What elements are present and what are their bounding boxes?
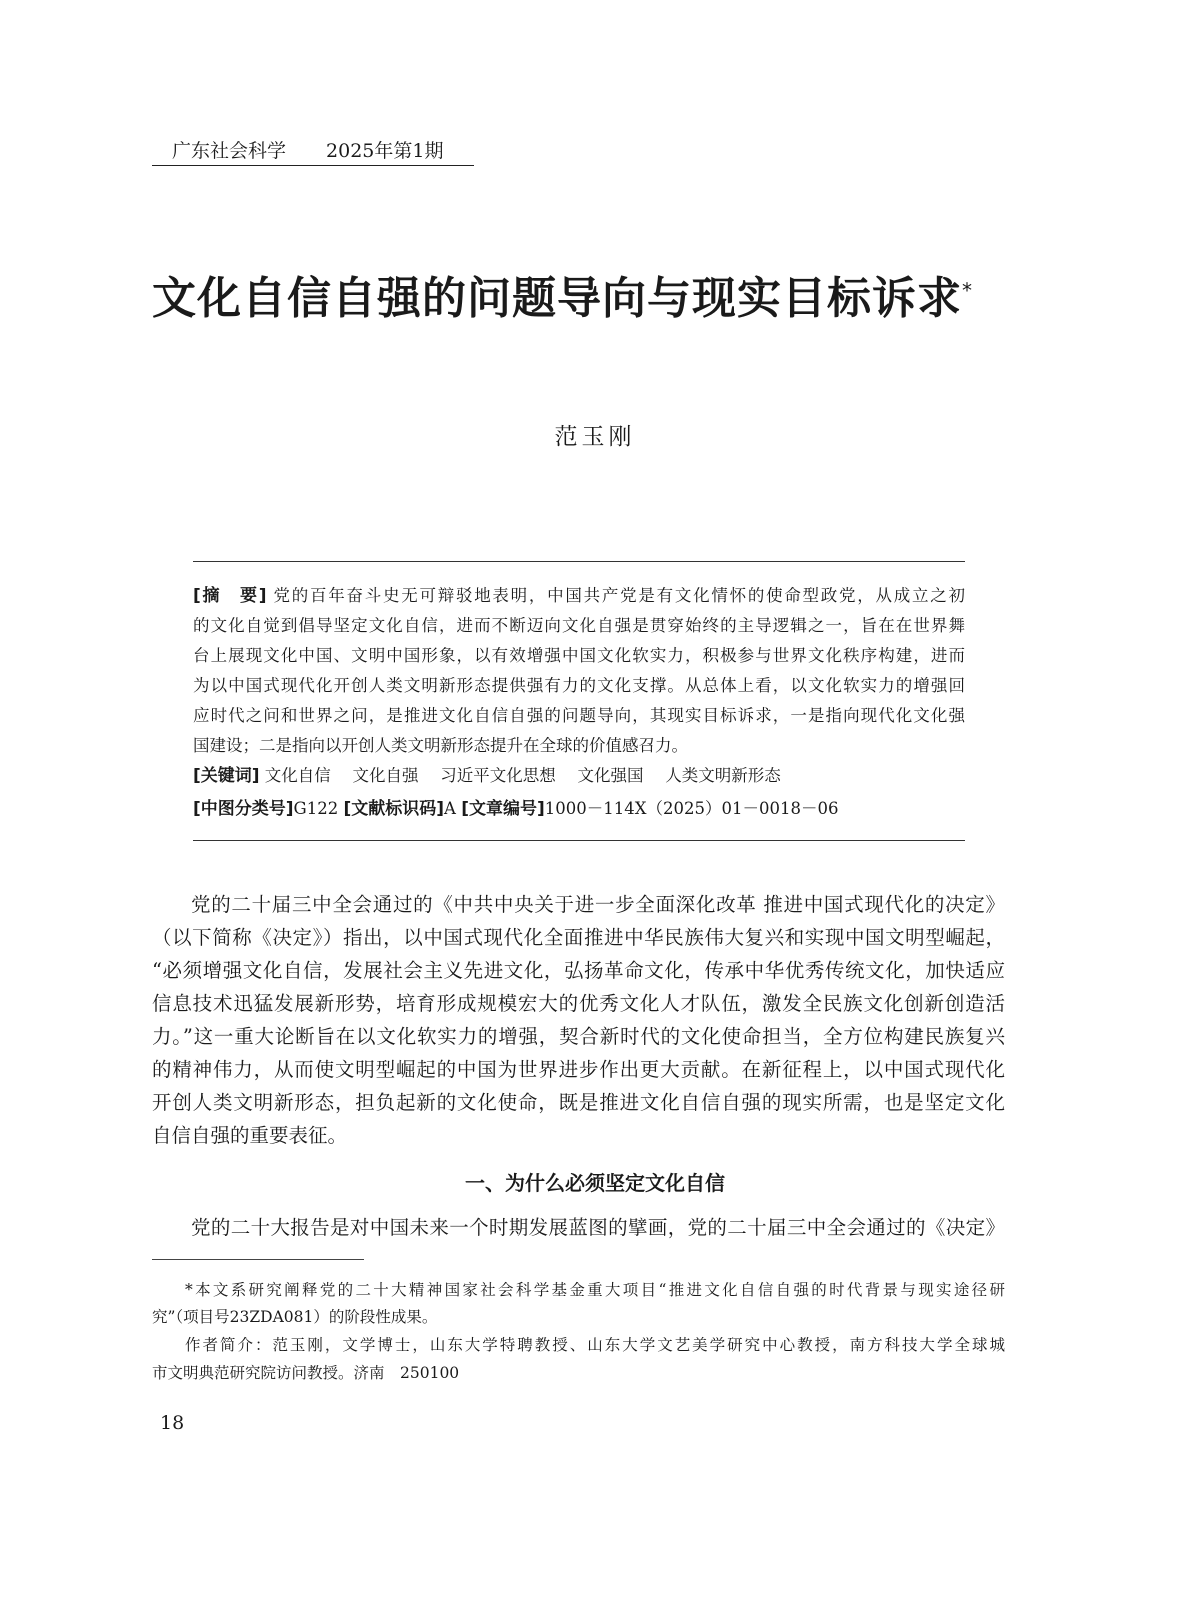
keyword: 人类文明新形态 (665, 766, 781, 785)
running-header (152, 136, 474, 166)
abstract-top-rule (193, 561, 965, 562)
abstract-line (193, 585, 965, 607)
article-title (152, 262, 1002, 326)
page-number: 18 (160, 1412, 185, 1434)
abstract-label: [摘 要] (193, 586, 267, 606)
footnote-line: 究”（项目号23ZDA081）的阶段性成果。 (152, 1308, 438, 1326)
clc-label: [中图分类号] (193, 799, 294, 819)
body-line: 自信自强的重要表征。 (152, 1124, 348, 1147)
abstract-line: 台上展现文化中国、文明中国形象，以有效增强中国文化软实力，积极参与世界文化秩序构建，进而 (193, 646, 965, 665)
abstract-line: 的文化自觉到倡导坚定文化自信，进而不断迈向文化自强是贯穿始终的主导逻辑之一，旨在在世界舞 (193, 616, 965, 635)
abstract-line: 应时代之问和世界之问，是推进文化自信自强的问题导向，其现实目标诉求，一是指向现代化文化强 (193, 706, 965, 725)
footnote-line: 市文明典范研究院访问教授。济南 250100 (152, 1364, 460, 1382)
body-line: “必须增强文化自信，发展社会主义先进文化，弘扬革命文化，传承中华优秀传统文化，加快适应 (152, 959, 1005, 982)
article-number-label: [文章编号] (461, 799, 545, 819)
keywords-label: [关键词] (193, 766, 260, 786)
abstract-text: 党的百年奋斗史无可辩驳地表明，中国共产党是有文化情怀的使命型政党，从成立之初 (273, 586, 965, 605)
abstract-line: 国建设；二是指向以开创人类文明新形态提升在全球的价值感召力。 (193, 736, 688, 755)
abstract-bottom-rule (193, 840, 965, 841)
author-name: 范玉刚 (554, 424, 636, 450)
abstract-line: 为以中国式现代化开创人类文明新形态提供强有力的文化支撑。从总体上看，以文化软实力的增强回 (193, 676, 965, 695)
keywords (193, 765, 965, 787)
keyword: 文化强国 (577, 766, 644, 785)
classification-line (193, 798, 965, 820)
title-text: 文化自信自强的问题导向与现实目标诉求 (152, 273, 962, 324)
keyword: 文化自信 (264, 766, 331, 785)
clc-value: G122 (293, 799, 339, 818)
footnote-line: 作者简介：范玉刚，文学博士，山东大学特聘教授、山东大学文艺美学研究中心教授，南方科技大学全球城 (185, 1336, 1005, 1354)
body-line: 党的二十届三中全会通过的《中共中央关于进一步全面深化改革 推进中国式现代化的决定》 (191, 893, 1005, 916)
keyword: 习近平文化思想 (440, 766, 556, 785)
body-line: 信息技术迅猛发展新形势，培育形成规模宏大的优秀文化人才队伍，激发全民族文化创新创造活 (152, 992, 1005, 1015)
body-line: 开创人类文明新形态，担负起新的文化使命，既是推进文化自信自强的现实所需，也是坚定文化 (152, 1091, 1005, 1114)
keyword: 文化自强 (352, 766, 419, 785)
footnote-rule (152, 1259, 364, 1260)
doc-code-label: [文献标识码] (343, 799, 445, 819)
doc-code-value: A (444, 799, 456, 818)
body-line: 力。”这一重大论断旨在以文化软实力的增强，契合新时代的文化使命担当，全方位构建民族复兴 (152, 1025, 1005, 1048)
footnote-line: *本文系研究阐释党的二十大精神国家社会科学基金重大项目“推进文化自信自强的时代背景与现实途径研 (185, 1281, 1005, 1299)
body-line: （以下简称《决定》）指出，以中国式现代化全面推进中华民族伟大复兴和实现中国文明型崛起， (152, 926, 1005, 949)
journal-name: 广东社会科学 (172, 140, 287, 162)
section-heading: 一、为什么必须坚定文化自信 (465, 1171, 725, 1195)
title-footnote-mark: * (962, 278, 973, 303)
body-line: 党的二十大报告是对中国未来一个时期发展蓝图的擘画，党的二十届三中全会通过的《决定》 (191, 1216, 1005, 1239)
issue-number: 2025年第1期 (326, 140, 444, 162)
body-line: 的精神伟力，从而使文明型崛起的中国为世界进步作出更大贡献。在新征程上，以中国式现代化 (152, 1058, 1005, 1081)
article-number-value: 1000－114X（2025）01－0018－06 (544, 799, 839, 818)
